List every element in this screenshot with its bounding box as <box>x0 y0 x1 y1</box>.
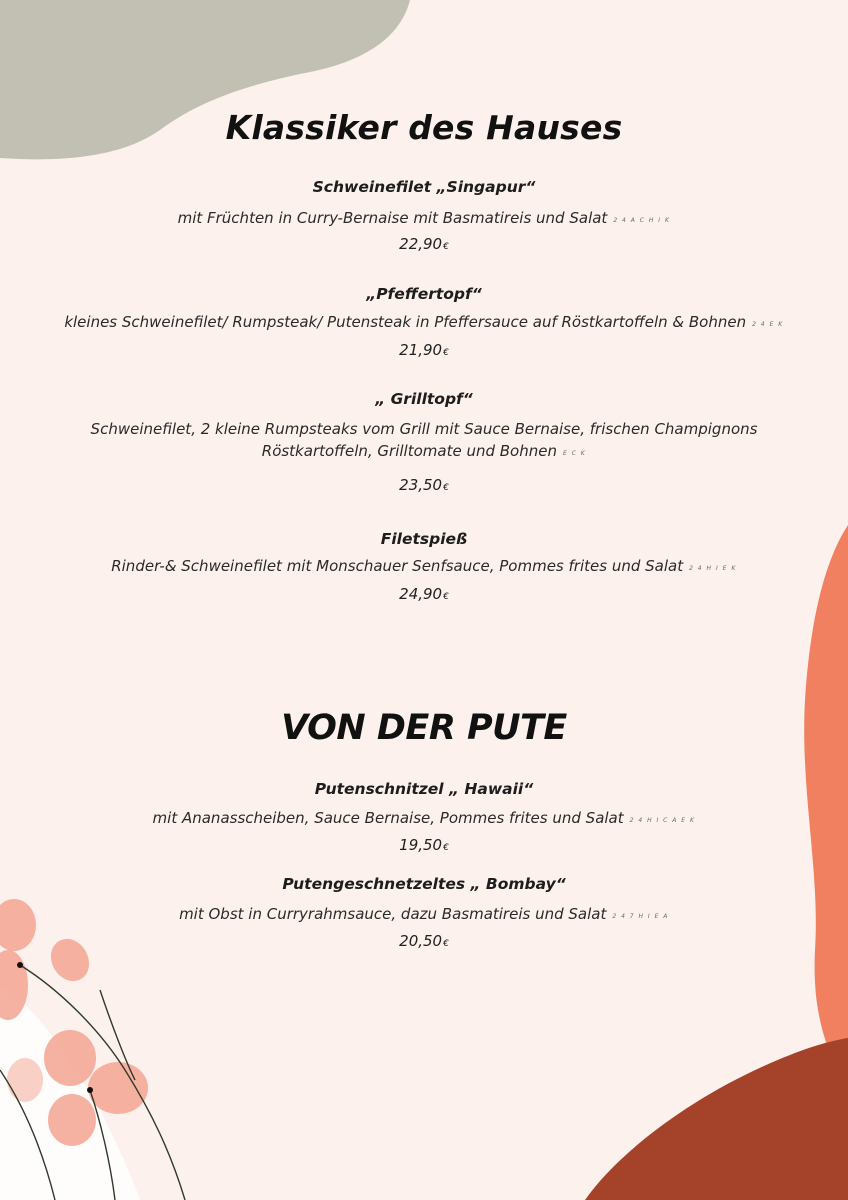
dish-description-text: Rinder-& Schweinefilet mit Monschauer Senfsauce, Pommes frites und Salat <box>111 557 684 575</box>
currency-symbol: € <box>443 483 449 493</box>
price-value: 21,90 <box>399 341 443 359</box>
dish-description-text: mit Obst in Curryrahmsauce, dazu Basmatireis und Salat <box>179 905 607 923</box>
price-value: 20,50 <box>399 932 443 950</box>
dish-price <box>0 476 848 494</box>
currency-symbol: € <box>443 592 449 602</box>
dish-description <box>0 207 848 232</box>
currency-symbol: € <box>443 843 449 853</box>
allergen-codes: 2 4 E K <box>752 321 784 328</box>
dish-name: Putenschnitzel „ Hawaii“ <box>314 780 534 798</box>
section-title: VON DER PUTE <box>281 708 567 748</box>
dish-name: Putengeschnetzeltes „ Bombay“ <box>282 875 566 893</box>
dish-name: Schweinefilet „Singapur“ <box>312 178 536 196</box>
dish-description <box>0 903 848 928</box>
dish-description-text: Röstkartoffeln, Grilltomate und Bohnen <box>261 442 557 460</box>
price-value: 22,90 <box>399 235 443 253</box>
price-value: 24,90 <box>399 585 443 603</box>
currency-symbol: € <box>443 348 449 358</box>
dish-price <box>0 932 848 950</box>
dish-price <box>0 585 848 603</box>
dish-description-text: mit Früchten in Curry-Bernaise mit Basmatireis und Salat <box>177 209 608 227</box>
dish-description <box>0 555 848 580</box>
allergen-codes: 2 4 7 H I E A <box>612 913 669 920</box>
dish-description-text: kleines Schweinefilet/ Rumpsteak/ Putensteak in Pfeffersauce auf Röstkartoffeln & Bohnen <box>64 313 747 331</box>
allergen-codes: 2 4 A C H I K <box>613 217 671 224</box>
currency-symbol: € <box>443 242 449 252</box>
allergen-codes: 2 4 H I E K <box>689 565 737 572</box>
dish-name: Filetspieß <box>380 530 468 548</box>
dish-description-line-1: Schweinefilet, 2 kleine Rumpsteaks vom Grill mit Sauce Bernaise, frischen Champignons <box>90 420 758 438</box>
dish-description-line-2 <box>0 440 848 465</box>
price-value: 19,50 <box>399 836 443 854</box>
section-title: Klassiker des Hauses <box>225 108 623 147</box>
dish-price <box>0 235 848 253</box>
allergen-codes: 2 4 H I C A E K <box>629 817 696 824</box>
dish-price <box>0 836 848 854</box>
dish-name: „Pfeffertopf“ <box>366 285 482 303</box>
dish-description-text: mit Ananasscheiben, Sauce Bernaise, Pommes frites und Salat <box>152 809 624 827</box>
price-value: 23,50 <box>399 476 443 494</box>
allergen-codes: E C K <box>562 450 587 457</box>
dish-description <box>0 311 848 336</box>
dish-description <box>0 807 848 832</box>
dish-price <box>0 341 848 359</box>
dish-name: „ Grilltopf“ <box>375 390 473 408</box>
currency-symbol: € <box>443 939 449 949</box>
